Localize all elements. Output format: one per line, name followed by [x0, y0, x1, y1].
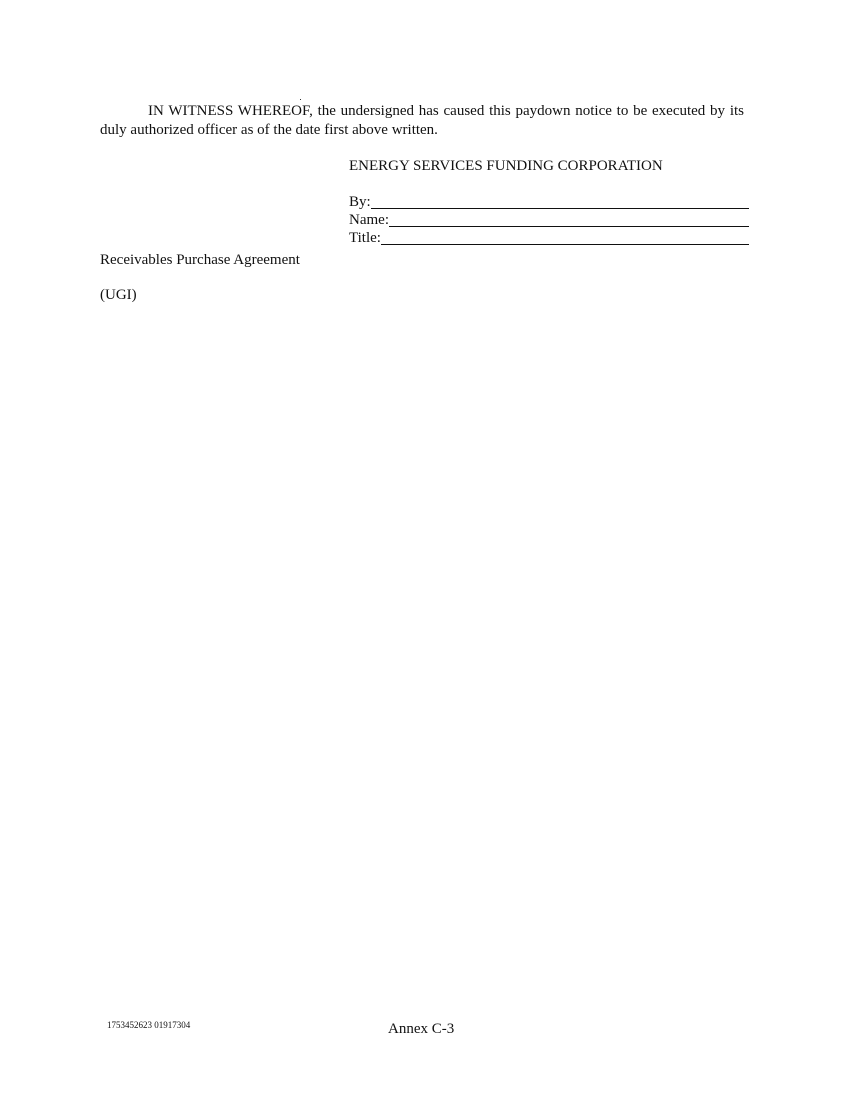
page-number-label: Annex C-3: [388, 1021, 455, 1037]
company-name: ENERGY SERVICES FUNDING CORPORATION: [349, 158, 663, 174]
signature-title-line: [381, 230, 749, 245]
document-id: 1753452623 01917304: [107, 1020, 191, 1030]
signature-by-line: [371, 194, 749, 209]
signature-title-label: Title:: [349, 230, 381, 246]
witness-paragraph: IN WITNESS WHEREOF, the undersigned has caused this paydown notice to be executed by its duly authorized officer as of the date first above written.: [100, 103, 744, 138]
stray-mark: [300, 99, 301, 100]
signature-block: [349, 192, 749, 246]
signature-name-row: [349, 210, 749, 228]
party-name: (UGI): [100, 287, 137, 303]
agreement-name: Receivables Purchase Agreement: [100, 252, 300, 268]
signature-by-label: By:: [349, 194, 371, 210]
signature-name-label: Name:: [349, 212, 389, 228]
signature-by-row: [349, 192, 749, 210]
signature-title-row: [349, 228, 749, 246]
signature-name-line: [389, 212, 749, 227]
